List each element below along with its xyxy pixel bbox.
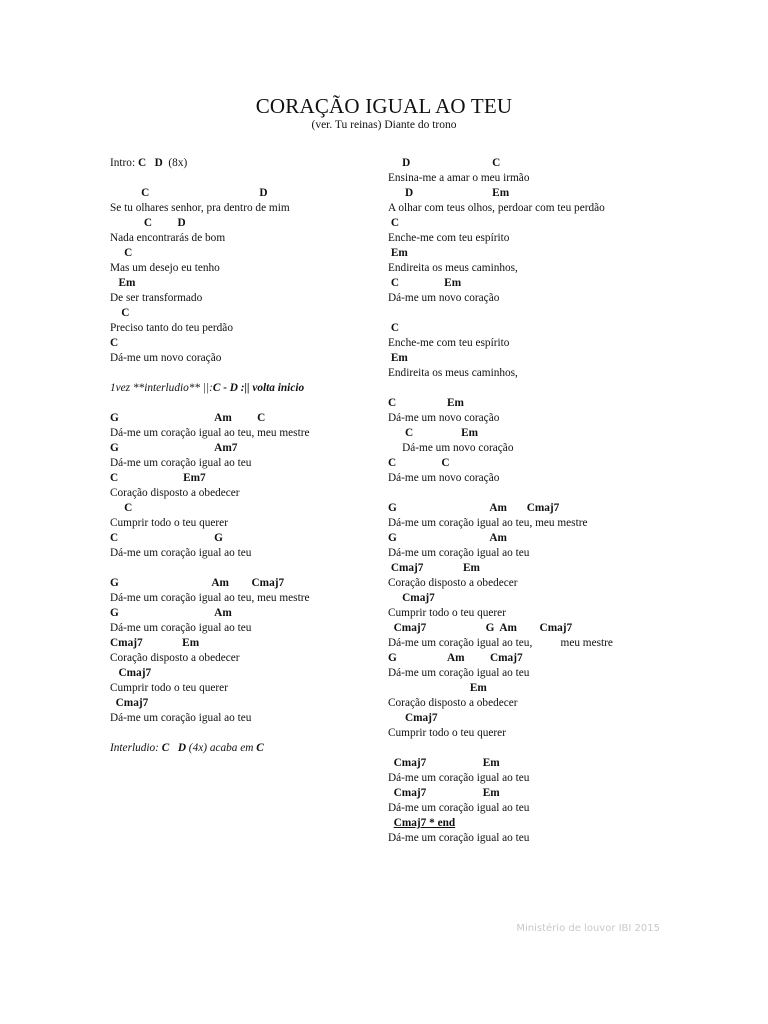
chord-line: Em xyxy=(388,352,408,364)
chord-line: C G xyxy=(110,532,223,544)
lyric-line: De ser transformado xyxy=(110,292,203,304)
lyric-line: Dá-me um novo coração xyxy=(388,442,514,454)
lyric-line: Enche-me com teu espírito xyxy=(388,337,510,349)
chord-line: Cmaj7 Em xyxy=(388,757,500,769)
chord-line: C D xyxy=(110,187,268,199)
lyric-line: Dá-me um novo coração xyxy=(388,292,500,304)
lyric-line: Dá-me um coração igual ao teu, meu mestre xyxy=(110,427,310,439)
lyric-line: Se tu olhares senhor, pra dentro de mim xyxy=(110,202,290,214)
chord-line: Cmaj7 xyxy=(110,697,149,709)
chord-line: G Am Cmaj7 xyxy=(110,577,285,589)
lyric-line: Preciso tanto do teu perdão xyxy=(110,322,233,334)
lyric-line: Coração disposto a obedecer xyxy=(110,487,240,499)
lyric-line: Cumprir todo o teu querer xyxy=(388,607,506,619)
chord-line: C xyxy=(388,322,399,334)
lyric-line: Ensina-me a amar o meu irmão xyxy=(388,172,530,184)
blank-line xyxy=(110,396,380,411)
chord-line: D Em xyxy=(388,187,510,199)
chord-line: G Am7 xyxy=(110,442,238,454)
lyric-line: Dá-me um coração igual ao teu, meu mestre xyxy=(388,517,588,529)
annotation-text xyxy=(146,157,154,169)
lyric-line: Endireita os meus caminhos, xyxy=(388,367,518,379)
chord-line: C xyxy=(388,217,399,229)
chord-line: Cmaj7 Em xyxy=(388,562,480,574)
blank-line xyxy=(110,171,380,186)
chord-line: C C xyxy=(388,457,450,469)
lyric-line: Dá-me um coração igual ao teu xyxy=(110,547,252,559)
lyric-line: Dá-me um coração igual ao teu xyxy=(388,772,530,784)
chord-line: Em xyxy=(388,682,487,694)
lyric-line: A olhar com teus olhos, perdoar com teu perdão xyxy=(388,202,605,214)
chord-line: Cmaj7 xyxy=(110,667,152,679)
lyric-line: Dá-me um coração igual ao teu xyxy=(110,457,252,469)
chord-line: Cmaj7 Em xyxy=(110,637,200,649)
blank-line xyxy=(110,726,380,741)
chord-line: G Am C xyxy=(110,412,266,424)
chord-line: Cmaj7 G Am Cmaj7 xyxy=(388,622,573,634)
chord-text: C xyxy=(161,742,170,754)
annotation-line xyxy=(110,156,380,171)
right-column xyxy=(388,156,688,846)
lyric-line: Endireita os meus caminhos, xyxy=(388,262,518,274)
annotation-text xyxy=(169,742,177,754)
lyric-line: Dá-me um coração igual ao teu, meu mestre xyxy=(110,592,310,604)
lyric-line: Nada encontrarás de bom xyxy=(110,232,226,244)
chord-line: G Am Cmaj7 xyxy=(388,652,523,664)
blank-line xyxy=(388,306,688,321)
chord-text: D xyxy=(154,157,163,169)
chord-line: C Em xyxy=(388,427,479,439)
annotation-text: (4x) acaba em xyxy=(185,742,257,754)
lyric-line: Coração disposto a obedecer xyxy=(388,577,518,589)
chord-line: C D xyxy=(110,217,186,229)
chord-line: Cmaj7 Em xyxy=(388,787,500,799)
lyric-line: Mas um desejo eu tenho xyxy=(110,262,220,274)
chord-text: C xyxy=(137,157,147,169)
lyric-line: Dá-me um coração igual ao teu xyxy=(388,667,530,679)
blank-line xyxy=(388,741,688,756)
lyric-line: Dá-me um coração igual ao teu, meu mestre xyxy=(388,637,613,649)
annotation-text: (8x) xyxy=(162,157,188,169)
annotation-line xyxy=(110,741,380,756)
chord-line: C xyxy=(110,502,133,514)
chord-line: G Am Cmaj7 xyxy=(388,502,560,514)
chord-line: C xyxy=(110,307,130,319)
song-title: CORAÇÃO IGUAL AO TEU xyxy=(255,94,513,118)
chord-line: Cmaj7 xyxy=(388,712,438,724)
annotation-text: Intro: xyxy=(110,157,138,169)
lyric-line: Dá-me um novo coração xyxy=(388,472,500,484)
chord-line: G Am xyxy=(110,607,232,619)
lyric-line: Enche-me com teu espírito xyxy=(388,232,510,244)
chord-text: C - D :|| volta inicio xyxy=(212,382,305,394)
annotation-line xyxy=(388,816,688,831)
lyric-line: Dá-me um coração igual ao teu xyxy=(110,622,252,634)
chord-line: C Em xyxy=(388,397,464,409)
chord-line: C xyxy=(110,247,133,259)
chord-line: Cmaj7 xyxy=(388,592,435,604)
annotation-line xyxy=(110,381,380,396)
chord-line: D C xyxy=(388,157,501,169)
chord-line: Em xyxy=(110,277,136,289)
chord-line: C Em7 xyxy=(110,472,206,484)
chord-text: Cmaj7 * end xyxy=(393,817,456,829)
lyric-line: Dá-me um novo coração xyxy=(388,412,500,424)
lyric-line: Cumprir todo o teu querer xyxy=(388,727,506,739)
blank-line xyxy=(388,486,688,501)
lyric-line: Dá-me um coração igual ao teu xyxy=(388,802,530,814)
chord-line: G Am xyxy=(388,532,507,544)
lyric-line: Dá-me um coração igual ao teu xyxy=(388,832,530,844)
annotation-text: Interludio: xyxy=(110,742,162,754)
blank-line xyxy=(388,381,688,396)
blank-line xyxy=(110,561,380,576)
chord-text: D xyxy=(177,742,186,754)
chord-text: C xyxy=(256,742,264,754)
lyric-line: Cumprir todo o teu querer xyxy=(110,517,228,529)
chord-line: Em xyxy=(388,247,408,259)
blank-line xyxy=(110,366,380,381)
lyric-line: Coração disposto a obedecer xyxy=(388,697,518,709)
left-column xyxy=(110,156,380,756)
chord-line: C xyxy=(110,337,119,349)
lyric-line: Cumprir todo o teu querer xyxy=(110,682,228,694)
song-subtitle: (ver. Tu reinas) Diante do trono xyxy=(311,119,457,131)
annotation-text: 1vez **interludio** ||: xyxy=(110,382,213,394)
lyric-line: Coração disposto a obedecer xyxy=(110,652,240,664)
chord-line: C Em xyxy=(388,277,462,289)
footer-credit: Ministério de louvor IBI 2015 xyxy=(516,923,660,934)
lyric-line: Dá-me um coração igual ao teu xyxy=(110,712,252,724)
lyric-line: Dá-me um novo coração xyxy=(110,352,222,364)
lyric-line: Dá-me um coração igual ao teu xyxy=(388,547,530,559)
